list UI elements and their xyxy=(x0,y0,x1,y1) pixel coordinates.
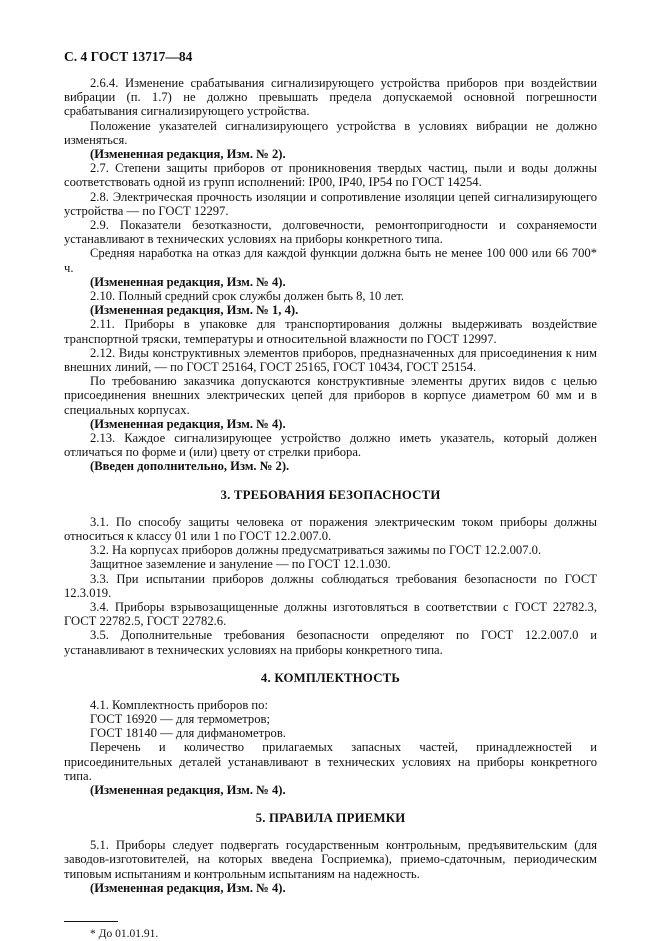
paragraph-3-1: 3.1. По способу защиты человека от поражения электрическим током приборы должны относиться к классу 01 или 1 по ГОСТ 12.2.007.0. xyxy=(64,514,597,543)
section-heading-4: 4. КОМПЛЕКТНОСТЬ xyxy=(260,670,401,685)
section-5 xyxy=(64,838,597,895)
footnote-divider xyxy=(64,921,118,922)
amendment-note: (Измененная редакция, Изм. № 1, 4). xyxy=(90,303,299,318)
paragraph-3-4: 3.4. Приборы взрывозащищенные должны изготовляться в соответствии с ГОСТ 22782.3, ГОСТ 22782.5, ГОСТ 22782.6. xyxy=(64,599,597,629)
paragraph-3-5: 3.5. Дополнительные требования безопасности определяют по ГОСТ 12.2.007.0 и устанавливают в технических условиях на приборы конкретного типа. xyxy=(64,628,597,657)
section-4 xyxy=(64,698,597,797)
section-heading-3: 3. ТРЕБОВАНИЯ БЕЗОПАСНОСТИ xyxy=(220,487,441,502)
paragraph: По требованию заказчика допускаются конструктивные элементы других видов с целью присоединения внешних электрических цепей для приборов в корпусе диаметром 60 мм и в специальных корпусах. xyxy=(64,374,597,417)
paragraph-2-10: 2.10. Полный средний срок службы должен быть 8, 10 лет. xyxy=(90,289,405,304)
paragraph: Защитное заземление и зануление — по ГОСТ 12.1.030. xyxy=(90,557,391,572)
document-page xyxy=(64,49,597,941)
paragraph-2-13: 2.13. Каждое сигнализирующее устройство должно иметь указатель, который должен отличаться по форме и (или) цвету от стрелки прибора. xyxy=(64,431,597,460)
paragraph: Перечень и количество прилагаемых запасных частей, принадлежностей и присоединительных деталей устанавливают в технических условиях на приборы конкретного типа. xyxy=(64,740,597,783)
paragraph: Положение указателей сигнализирующего устройства в условиях вибрации не должно изменяться. xyxy=(64,118,597,147)
paragraph-2-9: 2.9. Показатели безотказности, долговечности, ремонтопригодности и сохраняемости устанавливают в технических условиях на приборы конкретного типа. xyxy=(64,218,597,247)
running-head: С. 4 ГОСТ 13717—84 xyxy=(64,49,193,64)
list-item: ГОСТ 16920 — для термометров; xyxy=(90,711,270,726)
section-3 xyxy=(64,515,597,657)
paragraph-5-1: 5.1. Приборы следует подвергать государственным контрольным, предъявительским (для заводов-изготовителей, на которых введена Госприемка), приемо-сдаточным, периодическим типовым испытаниям и контрольным испытаниям на надежность. xyxy=(64,838,597,881)
paragraph-2-12: 2.12. Виды конструктивных элементов приборов, предназначенных для присоединения к ним внешних линий, — по ГОСТ 25164, ГОСТ 25165, ГОСТ 10434, ГОСТ 25154. xyxy=(64,345,597,375)
amendment-note: (Измененная редакция, Изм. № 4). xyxy=(90,274,286,289)
paragraph-2-11: 2.11. Приборы в упаковке для транспортирования должны выдерживать воздействие транспортной тряски, температуры и относительной влажности по ГОСТ 12997. xyxy=(64,317,597,346)
footnote: * До 01.01.91. xyxy=(90,927,159,940)
amendment-note: (Измененная редакция, Изм. № 4). xyxy=(90,782,286,797)
paragraph-2-8: 2.8. Электрическая прочность изоляции и сопротивление изоляции цепей сигнализирующего устройства — по ГОСТ 12297. xyxy=(64,189,597,218)
paragraph-4-1: 4.1. Комплектность приборов по: xyxy=(90,697,268,712)
paragraph: Средняя наработка на отказ для каждой функции должна быть не менее 100 000 или 66 700* ч. xyxy=(64,246,597,275)
paragraph-2-7: 2.7. Степени защиты приборов от проникновения твердых частиц, пыли и воды должны соответствовать одной из групп исполнений: IP00, IP40, IP54 по ГОСТ 14254. xyxy=(64,161,597,190)
paragraph-2-6-4: 2.6.4. Изменение срабатывания сигнализирующего устройства приборов при воздействии вибрации (п. 1.7) не должно превышать предела допускаемой основной погрешности срабатывания сигнализирующего устройства. xyxy=(64,76,597,119)
amendment-note: (Измененная редакция, Изм. № 4). xyxy=(90,416,286,431)
amendment-note: (Введен дополнительно, Изм. № 2). xyxy=(90,459,290,474)
paragraph-3-3: 3.3. При испытании приборов должны соблюдаться требования безопасности по ГОСТ 12.3.019. xyxy=(64,571,597,600)
amendment-note: (Измененная редакция, Изм. № 4). xyxy=(90,880,286,895)
section-heading-5: 5. ПРАВИЛА ПРИЕМКИ xyxy=(255,811,406,826)
paragraph-3-2: 3.2. На корпусах приборов должны предусматриваться зажимы по ГОСТ 12.2.007.0. xyxy=(90,543,542,558)
amendment-note: (Измененная редакция, Изм. № 2). xyxy=(90,147,286,162)
section-2-continued xyxy=(64,76,597,474)
list-item: ГОСТ 18140 — для дифманометров. xyxy=(90,726,286,741)
